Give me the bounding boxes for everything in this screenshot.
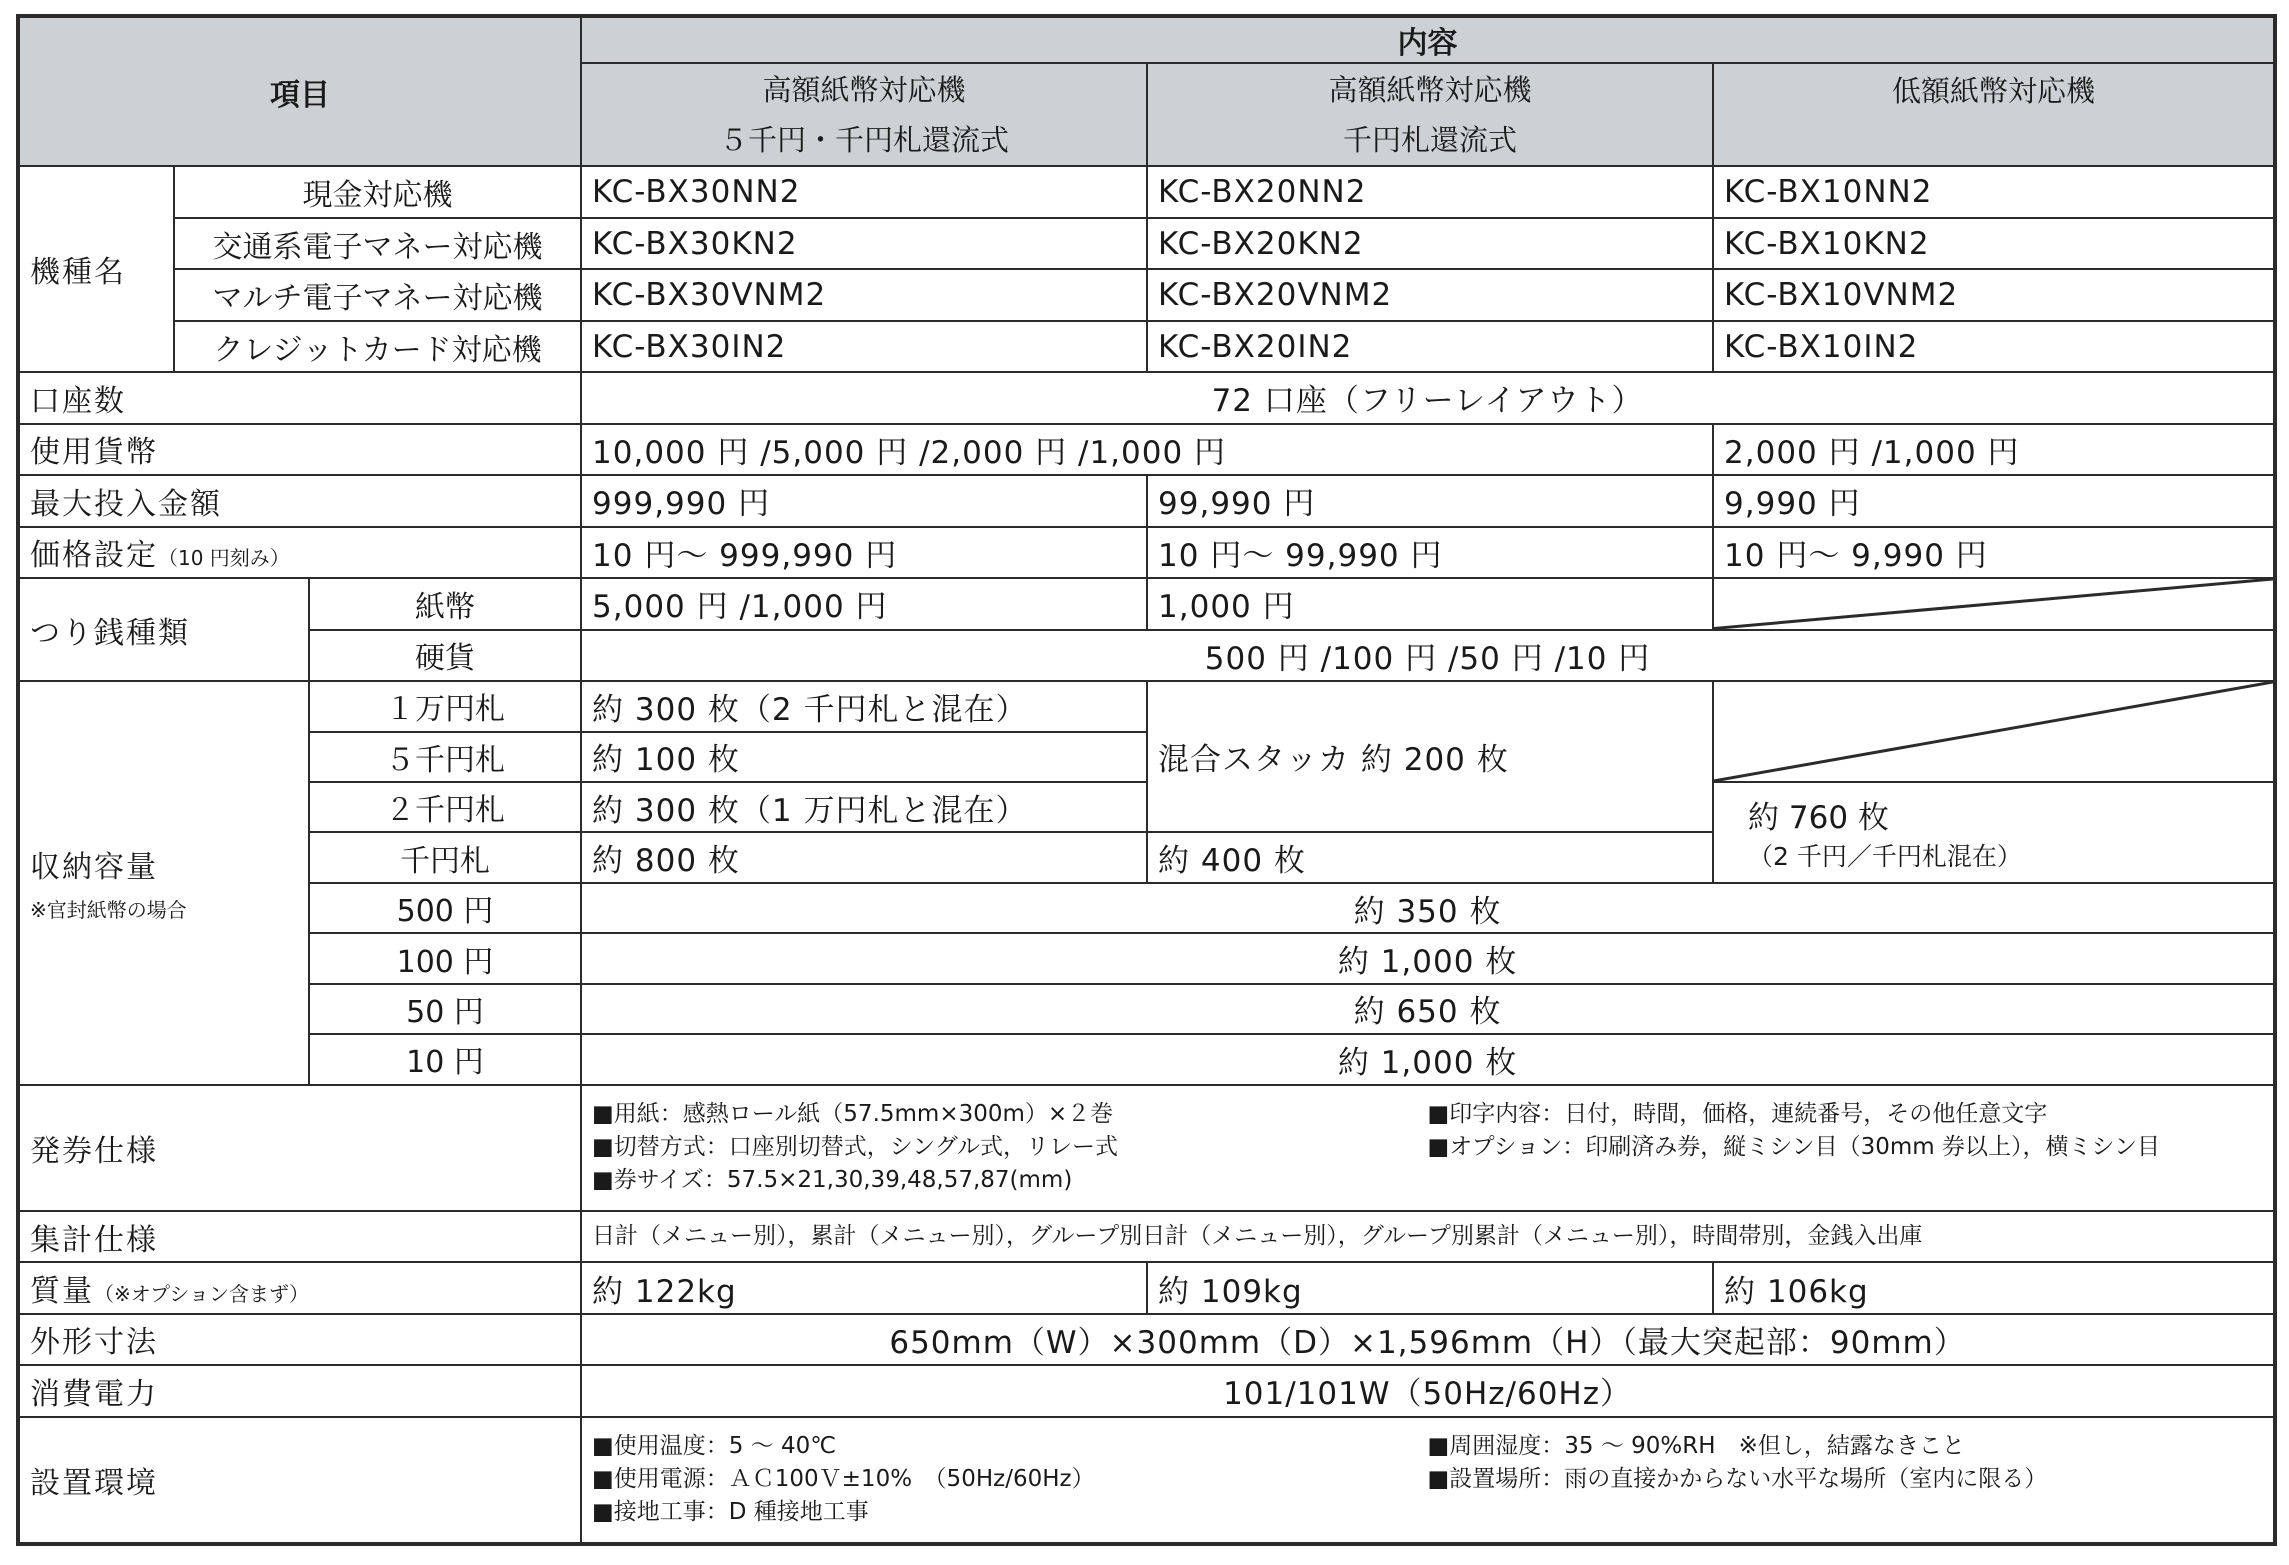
capacity-low-cell — [1713, 782, 2275, 883]
model-type: 現金対応機 — [174, 166, 581, 217]
environment-label: 設置環境 — [18, 1417, 581, 1544]
ticket-value — [581, 1085, 2275, 1211]
capacity-row-label: 50 円 — [309, 984, 581, 1034]
environment-line: ■使用温度：5 ～ 40℃ — [592, 1433, 837, 1460]
model-type: マルチ電子マネー対応機 — [174, 269, 581, 320]
capacity-value: 約 100 枚 — [581, 732, 1147, 782]
header-col2-line2: 千円札還流式 — [1343, 122, 1518, 157]
capacity-row-label: 千円札 — [309, 832, 581, 882]
ticket-line: ■券サイズ：57.5×21,30,39,48,57,87(mm) — [592, 1167, 1073, 1194]
totals-label: 集計仕様 — [18, 1211, 581, 1262]
environment-left-col — [592, 1430, 1428, 1529]
capacity-value: 約 650 枚 — [581, 984, 2275, 1034]
model-value: KC-BX10IN2 — [1713, 321, 2275, 372]
currency-label: 使用貨幣 — [18, 424, 581, 475]
capacity-row-label: ５千円札 — [309, 732, 581, 782]
price-value: 10 円～ 9,990 円 — [1713, 527, 2275, 578]
ticket-label: 発券仕様 — [18, 1085, 581, 1211]
environment-line: ■周囲湿度：35 ～ 90%RH ※但し，結露なきこと — [1427, 1433, 1965, 1460]
capacity-label: 収納容量 — [30, 850, 158, 886]
price-label: 価格設定 — [30, 538, 158, 574]
currency-value-low: 2,000 円 /1,000 円 — [1713, 424, 2275, 475]
price-note: （10 円刻み） — [158, 546, 290, 571]
ticket-line: ■用紙：感熱ロール紙（57.5mm×300m）×２巻 — [592, 1101, 1114, 1128]
capacity-row-label: １万円札 — [309, 681, 581, 731]
environment-right-col — [1428, 1430, 2264, 1529]
ticket-line: ■印字内容：日付，時間，価格，連続番号，その他任意文字 — [1427, 1101, 2048, 1128]
change-bill-label: 紙幣 — [309, 578, 581, 629]
change-bill-na — [1713, 578, 2275, 629]
change-bill-value: 5,000 円 /1,000 円 — [581, 578, 1147, 629]
capacity-value: 約 800 枚 — [581, 832, 1147, 882]
environment-line: ■設置場所：雨の直接かからない水平な場所（室内に限る） — [1427, 1466, 2048, 1493]
header-col1-line1: 高額紙幣対応機 — [762, 72, 966, 107]
totals-value: 日計（メニュー別），累計（メニュー別），グループ別日計（メニュー別），グループ別累計（メニュー別），時間帯別，金銭入出庫 — [581, 1211, 2275, 1262]
max-amount-value: 9,990 円 — [1713, 475, 2275, 526]
model-value: KC-BX20IN2 — [1147, 321, 1713, 372]
capacity-row-label: 500 円 — [309, 883, 581, 933]
max-amount-value: 99,990 円 — [1147, 475, 1713, 526]
capacity-value: 約 350 枚 — [581, 883, 2275, 933]
weight-value: 約 109kg — [1147, 1262, 1713, 1313]
price-value: 10 円～ 99,990 円 — [1147, 527, 1713, 578]
change-coin-value: 500 円 /100 円 /50 円 /10 円 — [581, 630, 2275, 681]
spec-table — [16, 14, 2277, 1546]
dimensions-value: 650mm（W）×300mm（D）×1,596mm（H）（最大突起部：90mm） — [581, 1314, 2275, 1365]
slots-label: 口座数 — [18, 372, 581, 423]
price-label-cell — [18, 527, 581, 578]
capacity-mixed: 混合スタッカ 約 200 枚 — [1147, 681, 1713, 832]
header-col1-line2: ５千円・千円札還流式 — [719, 122, 1010, 157]
model-value: KC-BX20VNM2 — [1147, 269, 1713, 320]
slots-value: 72 口座（フリーレイアウト） — [581, 372, 2275, 423]
capacity-value: 約 300 枚（2 千円札と混在） — [581, 681, 1147, 731]
diagonal-slash — [1714, 682, 2273, 781]
capacity-value: 約 1,000 枚 — [581, 933, 2275, 983]
capacity-note: ※官封紙幣の場合 — [30, 898, 187, 923]
currency-value-high: 10,000 円 /5,000 円 /2,000 円 /1,000 円 — [581, 424, 1713, 475]
model-value: KC-BX10NN2 — [1713, 166, 2275, 217]
header-col2-line1: 高額紙幣対応機 — [1328, 72, 1532, 107]
header-col1 — [581, 63, 1147, 166]
diagonal-slash — [1714, 579, 2273, 628]
model-value: KC-BX30IN2 — [581, 321, 1147, 372]
weight-label-cell — [18, 1262, 581, 1313]
capacity-value: 約 400 枚 — [1147, 832, 1713, 882]
max-amount-value: 999,990 円 — [581, 475, 1147, 526]
header-content: 内容 — [581, 16, 2275, 63]
max-amount-label: 最大投入金額 — [18, 475, 581, 526]
model-value: KC-BX30NN2 — [581, 166, 1147, 217]
environment-value — [581, 1417, 2275, 1544]
weight-value: 約 106kg — [1713, 1262, 2275, 1313]
change-bill-value: 1,000 円 — [1147, 578, 1713, 629]
weight-label: 質量 — [30, 1274, 94, 1310]
capacity-value: 約 1,000 枚 — [581, 1034, 2275, 1084]
capacity-low-note: （2 千円／千円札混在） — [1748, 841, 2022, 871]
model-type: 交通系電子マネー対応機 — [174, 218, 581, 269]
capacity-row-label: 100 円 — [309, 933, 581, 983]
model-value: KC-BX10KN2 — [1713, 218, 2275, 269]
header-item: 項目 — [18, 16, 581, 166]
ticket-left-col — [592, 1098, 1428, 1197]
ticket-line: ■オプション：印刷済み券，縦ミシン目（30mm 券以上），横ミシン目 — [1427, 1134, 2160, 1161]
header-col3-line1: 低額紙幣対応機 — [1892, 74, 2096, 109]
change-label: つり銭種類 — [18, 578, 309, 681]
dimensions-label: 外形寸法 — [18, 1314, 581, 1365]
weight-value: 約 122kg — [581, 1262, 1147, 1313]
capacity-row-label: 10 円 — [309, 1034, 581, 1084]
ticket-right-col — [1428, 1098, 2264, 1197]
header-col2 — [1147, 63, 1713, 166]
environment-line: ■使用電源：ＡＣ100Ｖ±10% （50Hz/60Hz） — [592, 1466, 1095, 1493]
capacity-value: 約 300 枚（1 万円札と混在） — [581, 782, 1147, 832]
capacity-row-label: ２千円札 — [309, 782, 581, 832]
weight-note: （※オプション含まず） — [94, 1282, 309, 1307]
power-label: 消費電力 — [18, 1365, 581, 1416]
change-coin-label: 硬貨 — [309, 630, 581, 681]
model-value: KC-BX30VNM2 — [581, 269, 1147, 320]
capacity-label-cell — [18, 681, 309, 1085]
header-col3 — [1713, 63, 2275, 166]
model-type: クレジットカード対応機 — [174, 321, 581, 372]
capacity-low-na — [1713, 681, 2275, 782]
model-value: KC-BX20KN2 — [1147, 218, 1713, 269]
environment-line: ■接地工事：D 種接地工事 — [592, 1499, 869, 1526]
model-value: KC-BX10VNM2 — [1713, 269, 2275, 320]
model-value: KC-BX20NN2 — [1147, 166, 1713, 217]
price-value: 10 円～ 999,990 円 — [581, 527, 1147, 578]
capacity-low-main: 約 760 枚 — [1748, 799, 1889, 836]
power-value: 101/101W（50Hz/60Hz） — [581, 1365, 2275, 1416]
model-label: 機種名 — [18, 166, 174, 372]
model-value: KC-BX30KN2 — [581, 218, 1147, 269]
ticket-line: ■切替方式：口座別切替式，シングル式，リレー式 — [592, 1134, 1119, 1161]
